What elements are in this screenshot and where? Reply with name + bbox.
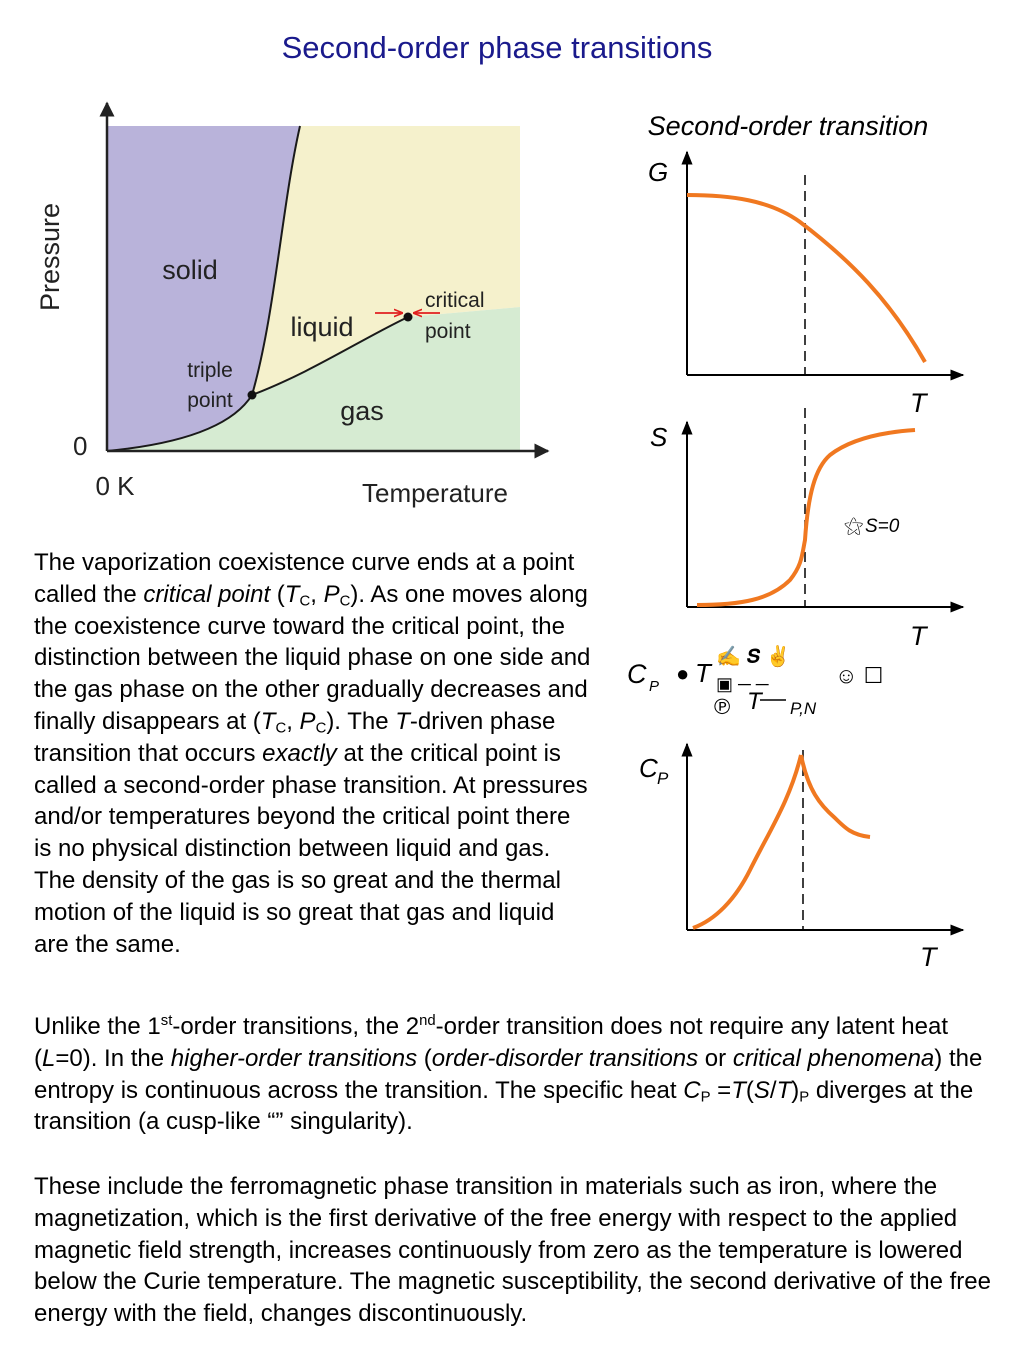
symbol-t: T bbox=[395, 707, 410, 735]
text: = bbox=[710, 1076, 732, 1104]
paragraph-second-order bbox=[34, 1011, 994, 1138]
symbol-t: T bbox=[284, 580, 300, 608]
cp-curve-left bbox=[693, 755, 801, 928]
subscript: C bbox=[275, 720, 287, 737]
text: / bbox=[769, 1076, 777, 1104]
symbol-t: T bbox=[731, 1076, 746, 1104]
g-t-label: T bbox=[910, 388, 927, 418]
formula-registered-icon: ℗ bbox=[714, 694, 731, 719]
emphasis: exactly bbox=[262, 739, 337, 767]
temperature-label: Temperature bbox=[362, 478, 508, 508]
formula-t: T bbox=[695, 658, 711, 688]
second-order-graphs bbox=[590, 100, 1010, 980]
subscript: C bbox=[315, 720, 327, 737]
liquid-label: liquid bbox=[290, 312, 354, 342]
superscript: st bbox=[160, 1013, 173, 1030]
symbol-c: C bbox=[683, 1076, 701, 1104]
text: Unlike the 1 bbox=[34, 1013, 161, 1040]
cp-axis-label-sub: P bbox=[657, 769, 669, 788]
delta-s-icon: ⚝ bbox=[844, 515, 864, 537]
delta-s-label: S=0 bbox=[865, 516, 900, 537]
formula-glyph-icons-2: ▣ ─ ─ bbox=[716, 674, 769, 694]
superscript: nd bbox=[419, 1013, 436, 1030]
formula-glyph-icons-1: ✍ 𝑺 ✌ bbox=[716, 646, 791, 668]
cp-t-label: T bbox=[920, 942, 937, 972]
triple-point-label-2: point bbox=[187, 389, 233, 412]
emphasis: order-disorder transitions bbox=[431, 1044, 699, 1072]
symbol-p: P bbox=[323, 580, 340, 608]
text: -order transition does not require any latent heat ( bbox=[34, 1013, 948, 1072]
formula-t2: T bbox=[747, 688, 762, 715]
s-t-label: T bbox=[910, 621, 927, 651]
critical-point-dot bbox=[404, 313, 413, 322]
text: ( bbox=[270, 580, 285, 608]
emphasis: higher-order transitions bbox=[170, 1044, 418, 1072]
triple-point-label-1: triple bbox=[187, 359, 233, 382]
formula-c: C bbox=[627, 659, 647, 689]
formula-subscript: P,N bbox=[790, 699, 817, 718]
solid-label: solid bbox=[162, 255, 218, 285]
formula-p-sub: P bbox=[649, 678, 660, 695]
text: ). As one moves along the coexistence curve toward the critical point, the distinction between the liquid phase on one side and the gas phase on the other gradually decreases and finally disappears at ( bbox=[34, 580, 591, 735]
text: ( bbox=[417, 1044, 432, 1072]
origin-temperature-label: 0 K bbox=[95, 471, 135, 501]
text: or bbox=[698, 1044, 733, 1072]
gas-label: gas bbox=[340, 396, 384, 426]
text: -order transitions, the 2 bbox=[172, 1013, 420, 1040]
subscript: C bbox=[339, 593, 351, 610]
critical-point-label-2: point bbox=[425, 320, 471, 343]
page-title: Second-order phase transitions bbox=[281, 30, 713, 65]
phase-diagram bbox=[30, 95, 560, 515]
triple-point-dot bbox=[248, 391, 257, 400]
subscript: P bbox=[700, 1089, 711, 1106]
paragraph-critical-point bbox=[34, 547, 594, 960]
emphasis: critical phenomena bbox=[732, 1044, 935, 1072]
paragraph-ferromagnetic: These include the ferromagnetic phase transition in materials such as iron, where the magnetization, which is the first derivative of the free energy with respect to the applied magnetic field strength, increases continuously from zero as the temperature is lowered below the Curie temperature. The magnetic susceptibility, the second derivative of the free energy with the field, changes discontinuously. bbox=[34, 1173, 991, 1328]
subscript: C bbox=[299, 593, 311, 610]
subscript: P bbox=[799, 1089, 810, 1106]
text: =0). In the bbox=[55, 1044, 171, 1072]
symbol-t: T bbox=[260, 707, 276, 735]
symbol-l: L bbox=[42, 1044, 56, 1072]
symbol-s: S bbox=[753, 1076, 770, 1104]
s-axis-label: S bbox=[650, 422, 668, 452]
g-curve bbox=[687, 195, 925, 362]
origin-pressure-label: 0 bbox=[73, 431, 88, 461]
critical-point-label-1: critical bbox=[425, 289, 485, 312]
formula-misc-icons: ☺ ☐ bbox=[835, 663, 884, 688]
text: , bbox=[286, 707, 300, 735]
text: -driven phase transition that occurs bbox=[34, 707, 556, 767]
text: The vaporization coexistence curve ends at a point called the bbox=[34, 549, 575, 608]
emphasis: critical point bbox=[143, 580, 271, 608]
symbol-t: T bbox=[776, 1076, 792, 1104]
text: , bbox=[310, 580, 324, 608]
text: ) bbox=[791, 1076, 800, 1104]
symbol-p: P bbox=[299, 707, 316, 735]
cp-axis-label: C bbox=[639, 753, 658, 783]
cp-curve-right bbox=[801, 755, 870, 837]
text: ( bbox=[745, 1076, 754, 1104]
pressure-label: Pressure bbox=[35, 202, 65, 312]
g-axis-label: G bbox=[648, 157, 669, 187]
graphs-heading: Second-order transition bbox=[647, 111, 929, 141]
formula-dot-icon: ● bbox=[676, 661, 690, 686]
text: ) the entropy is continuous across the transition. The specific heat bbox=[34, 1044, 983, 1104]
text: at the critical point is called a second-order phase transition. At pressures and/or temperatures beyond the critical point there is no physical distinction between liquid and gas. The density of the gas is so great and the thermal motion of the liquid is so great that gas and liquid are the same. bbox=[34, 739, 588, 958]
text: ” singularity). bbox=[275, 1108, 413, 1136]
text: ). The bbox=[326, 707, 396, 735]
text: diverges at the transition (a cusp-like “ bbox=[34, 1076, 974, 1136]
